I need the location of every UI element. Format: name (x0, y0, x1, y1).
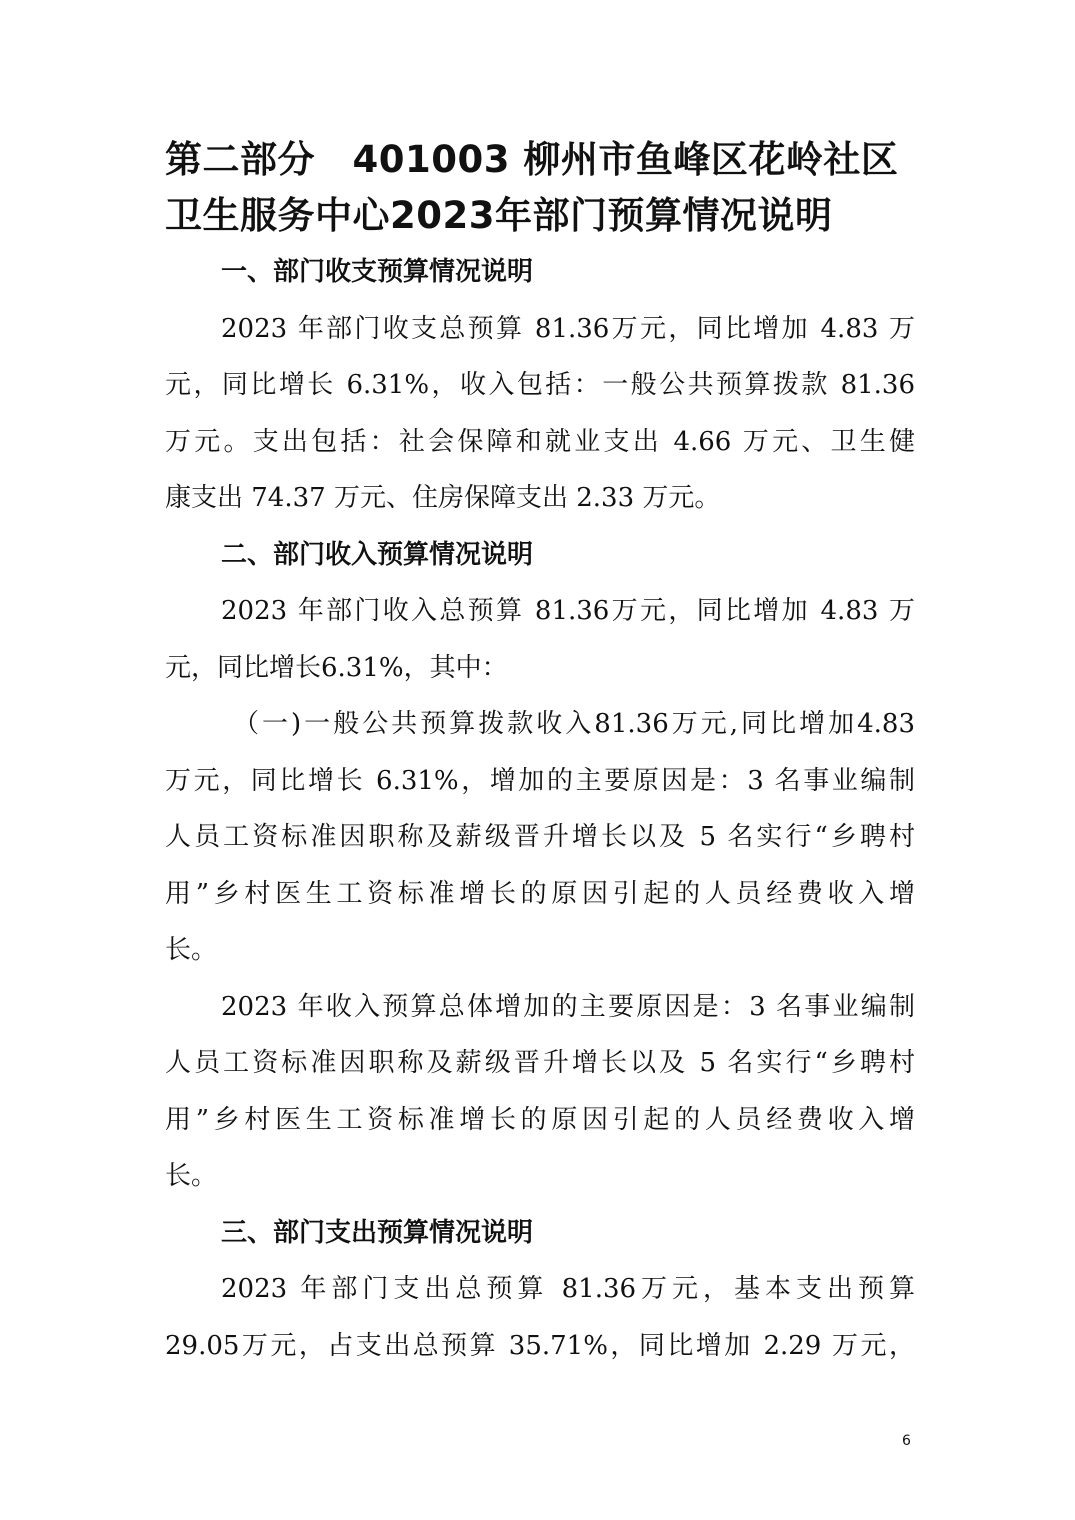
text-line: 元，同比增长6.31%，其中： (165, 652, 508, 683)
text-line: 2023 年收入预算总体增加的主要原因是：3 名事业编制 (221, 991, 915, 1022)
text-line: 元，同比增长 6.31%，收入包括：一般公共预算拨款 81.36 (165, 370, 915, 400)
title-line: 第二部分 401003 柳州市鱼峰区花岭社区 (165, 138, 899, 181)
section-heading-revenue: 二、部门收入预算情况说明 (221, 539, 534, 570)
document-body (165, 244, 915, 1374)
text-line: 2023 年部门收支总预算 81.36万元，同比增加 4.83 万 (221, 313, 915, 344)
text-line: 长。 (165, 935, 218, 965)
paragraph-revenue-increase-reason (165, 979, 915, 1205)
page-number: 6 (902, 1433, 911, 1449)
text-line: 29.05万元，占支出总预算 35.71%，同比增加 2.29 万元， (165, 1330, 915, 1361)
paragraph-expenditure-summary (165, 1261, 915, 1374)
text-line: 人员工资标准因职称及薪级晋升增长以及 5 名实行“乡聘村 (165, 822, 915, 852)
text-line: 康支出 74.37 万元、住房保障支出 2.33 万元。 (165, 483, 721, 513)
text-line: 万元，同比增长 6.31%，增加的主要原因是：3 名事业编制 (165, 765, 915, 796)
document-title (165, 132, 925, 244)
text-line: 万元。支出包括：社会保障和就业支出 4.66 万元、卫生健 (165, 426, 915, 457)
section-heading-expenditure: 三、部门支出预算情况说明 (221, 1217, 534, 1248)
paragraph-revenue-summary (165, 583, 915, 696)
text-line: （一)一般公共预算拨款收入81.36万元,同比增加4.83 (233, 709, 915, 739)
section-heading-revenue-expenditure: 一、部门收支预算情况说明 (221, 257, 534, 287)
title-line: 卫生服务中心2023年部门预算情况说明 (165, 194, 833, 237)
paragraph-revenue-expenditure-summary (165, 301, 915, 527)
paragraph-general-budget-appropriation (165, 696, 915, 979)
text-line: 人员工资标准因职称及薪级晋升增长以及 5 名实行“乡聘村 (165, 1048, 915, 1078)
text-line: 2023 年部门支出总预算 81.36万元，基本支出预算 (221, 1274, 915, 1304)
text-line: 2023 年部门收入总预算 81.36万元，同比增加 4.83 万 (221, 596, 915, 626)
text-line: 用”乡村医生工资标准增长的原因引起的人员经费收入增 (165, 1104, 915, 1135)
text-line: 长。 (165, 1161, 218, 1191)
text-line: 用”乡村医生工资标准增长的原因引起的人员经费收入增 (165, 878, 915, 909)
